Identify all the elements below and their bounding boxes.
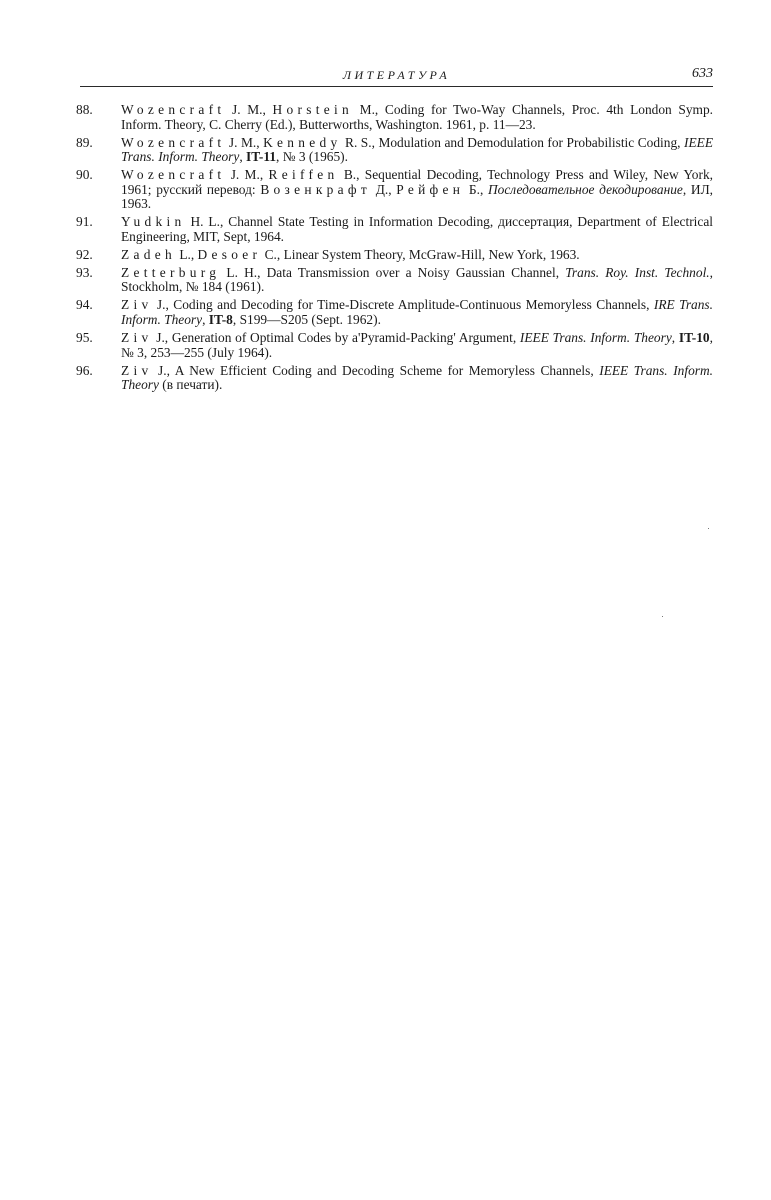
author-name: Ziv — [121, 297, 153, 313]
reference-item — [76, 266, 713, 295]
citation-text: J. M., — [225, 102, 273, 117]
citation-text: , ИЛ, 1963. — [121, 181, 713, 212]
scan-speck — [708, 528, 709, 529]
citation-text: , Stockholm, № 184 (1961). — [121, 264, 714, 295]
citation-text: , — [671, 330, 679, 346]
citation-text: L., — [175, 246, 198, 262]
journal-title: IRE Trans. Inform. Theory — [121, 297, 713, 328]
reference-item — [76, 331, 713, 360]
citation-text: J. M., — [225, 134, 264, 150]
author-name: Zadeh — [121, 246, 176, 262]
citation-text: L. H., Data Transmission over a Noisy Gaussian Channel, — [220, 264, 566, 280]
reference-number: 92. — [76, 246, 93, 262]
journal-title: IEEE Trans. Inform. Theory — [519, 330, 672, 346]
journal-title: Trans. Roy. Inst. Technol. — [565, 264, 710, 280]
citation-text: R. S., Modulation and Demodulation for Probabilistic Coding, — [341, 134, 684, 150]
author-name: Рейфен — [396, 181, 465, 197]
reference-number: 91. — [76, 214, 93, 230]
page-header — [80, 66, 713, 86]
citation-text: H. L., Channel State Testing in Information Decoding, диссертация, Department of Electrical Engineering, MIT, Sept, 1964. — [121, 214, 713, 244]
page-number: 633 — [692, 66, 713, 81]
author-name: Wozencraft — [121, 167, 226, 183]
citation-text: J., Generation of Optimal Codes by a'Pyramid-Packing' Argument, — [152, 330, 520, 346]
journal-title: IEEE Trans. Inform. Theory — [121, 362, 713, 393]
author-name: Ziv — [121, 330, 153, 346]
author-name: Zetterburg — [121, 264, 221, 280]
journal-title: IEEE Trans. Inform. Theory — [121, 134, 713, 165]
author-name: Reiffen — [268, 167, 339, 183]
header-rule — [80, 86, 713, 87]
citation-text: , S199—S205 (Sept. 1962). — [232, 312, 381, 328]
author-name: Kennedy — [263, 134, 342, 150]
citation-text: J. M., — [225, 167, 269, 183]
author-name: Wozencraft — [121, 134, 226, 150]
citation-text: (в печати). — [158, 377, 223, 393]
citation-text: , — [202, 312, 209, 328]
reference-list — [76, 103, 713, 396]
author-name: Ziv — [121, 362, 153, 378]
reference-number: 94. — [76, 297, 93, 313]
scan-speck — [662, 616, 663, 617]
citation-text: , № 3, 253—255 (July 1964). — [121, 330, 713, 360]
reference-item — [76, 103, 713, 132]
citation-text: , — [239, 149, 247, 165]
journal-title: Последовательное декодирование — [487, 181, 683, 197]
citation-text: J., Coding and Decoding for Time-Discrete Amplitude-Continuous Memoryless Channels, — [152, 297, 654, 313]
citation-text: C., Linear System Theory, McGraw-Hill, New York, 1963. — [261, 246, 580, 262]
author-name: Desoer — [197, 246, 262, 262]
reference-number: 96. — [76, 362, 93, 378]
volume-number: IT-11 — [246, 149, 277, 165]
reference-item — [76, 364, 713, 393]
citation-text: Д., — [371, 181, 397, 197]
citation-text: M., Coding for Two-Way Channels, Proc. 4th London Symp. Inform. Theory, C. Cherry (Ed.), Butterworths, Washington. 1961, p. 11—23. — [121, 102, 713, 132]
reference-item — [76, 215, 713, 244]
reference-number: 89. — [76, 134, 93, 150]
citation-text: B., Sequential Decoding, Technology Press and Wiley, New York, 1961; русский перевод: — [121, 167, 713, 197]
reference-item — [76, 168, 713, 212]
volume-number: IT-10 — [678, 330, 710, 346]
reference-number: 88. — [76, 102, 93, 117]
reference-item — [76, 136, 713, 165]
citation-text: Б., — [464, 181, 488, 197]
running-title: ЛИТЕРАТУРА — [342, 68, 451, 82]
reference-item — [76, 298, 713, 327]
reference-item — [76, 248, 713, 263]
volume-number: IT-8 — [208, 312, 233, 328]
citation-text: , № 3 (1965). — [276, 149, 348, 165]
reference-number: 95. — [76, 330, 93, 346]
reference-number: 90. — [76, 167, 93, 183]
reference-number: 93. — [76, 264, 93, 280]
citation-text: J., A New Efficient Coding and Decoding Scheme for Memoryless Channels, — [152, 362, 600, 378]
author-name: Yudkin — [121, 214, 186, 230]
author-name: Wozencraft — [121, 102, 226, 117]
author-name: Horstein — [272, 102, 354, 117]
author-name: Возенкрафт — [260, 181, 372, 197]
